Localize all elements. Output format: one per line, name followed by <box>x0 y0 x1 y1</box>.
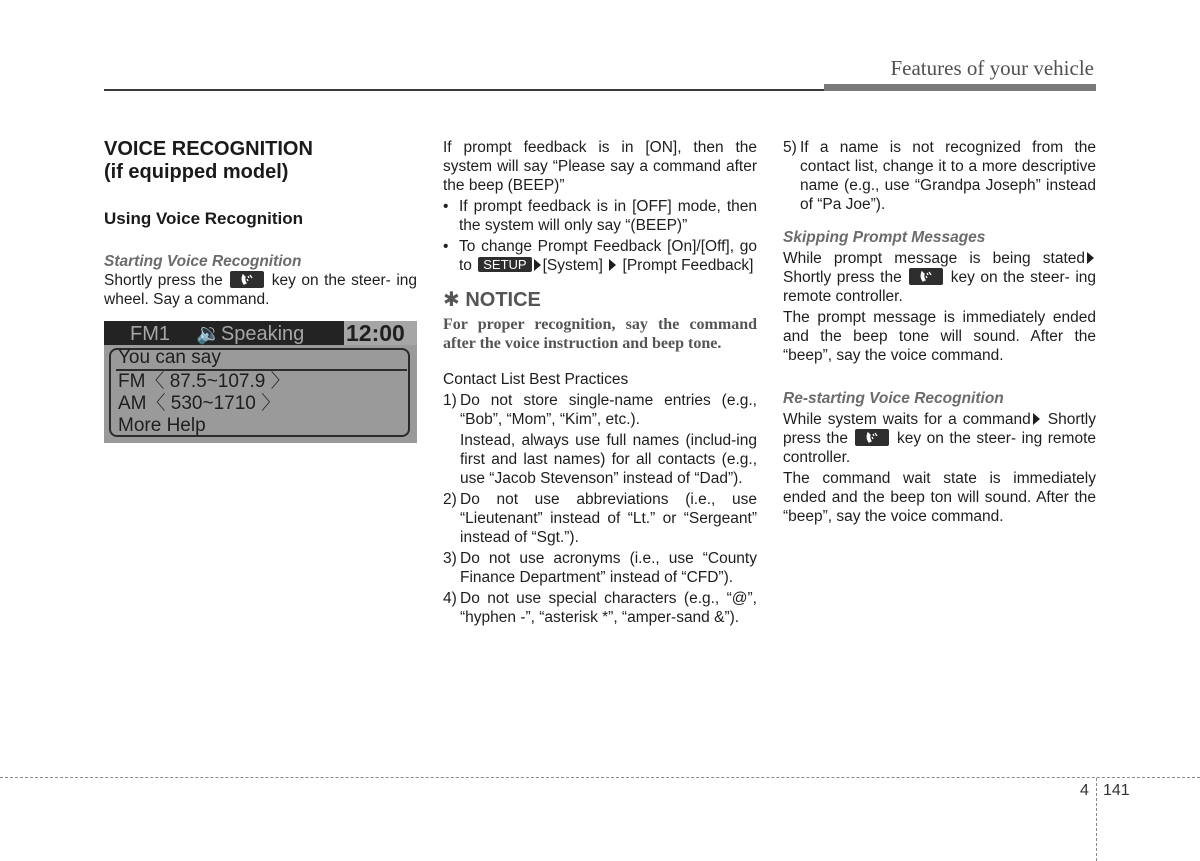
screen-line: FM〈 87.5~107.9 〉 <box>118 371 290 392</box>
list-item: 4) Do not use special characters (e.g., “@”, “hyphen -”, “asterisk *”, “amper-sand &”). <box>443 590 757 626</box>
skipping-title: Skipping Prompt Messages <box>783 229 986 246</box>
column-middle <box>443 138 757 627</box>
arrow-right-icon <box>1087 252 1094 264</box>
list-item: 3) Do not use acronyms (i.e., use “County Finance Department” instead of “CFD”). <box>443 550 757 586</box>
radio-display-screen <box>104 321 417 443</box>
voice-key-icon <box>230 271 264 288</box>
starting-title: Starting Voice Recognition <box>104 253 302 270</box>
screen-line: You can say <box>118 347 221 368</box>
footer-dashed-divider <box>1096 778 1097 861</box>
list-item: 2) Do not use abbreviations (i.e., use “Lieutenant” instead of “Lt.” or “Sergeant” instead of “Sgt.”). <box>443 491 757 546</box>
speaking-status: 🔉Speaking <box>196 323 305 345</box>
arrow-right-icon <box>609 259 616 271</box>
arrow-right-icon <box>534 259 541 271</box>
screen-line: AM〈 530~1710 〉 <box>118 393 281 414</box>
column-right <box>783 138 1096 526</box>
list-item: 1) Do not store single-name entries (e.g., “Bob”, “Mom”, “Kim”, etc.). <box>443 392 757 428</box>
page-header-title: Features of your vehicle <box>890 56 1094 80</box>
bullet-item: • To change Prompt Feedback [On]/[Off], go to SETUP [System] [Prompt Feedback] <box>443 238 757 274</box>
subheading: Using Voice Recognition <box>104 209 303 228</box>
column-left <box>104 138 417 443</box>
header-rule-accent <box>824 84 1096 91</box>
notice-title: ✱ NOTICE <box>443 289 541 311</box>
footer-dashed-rule <box>0 777 1200 778</box>
bullet-item: • If prompt feedback is in [OFF] mode, then the system will only say “(BEEP)” <box>443 198 757 234</box>
screen-line: More Help <box>118 415 206 436</box>
skipping-text: While prompt message is being stated Shortly press the key on the steer- ing remote controller. <box>783 250 1097 305</box>
setup-key-icon: SETUP <box>478 257 531 272</box>
notice-body: For proper recognition, say the command after the voice instruction and beep tone. <box>443 316 757 352</box>
page-number: 141 <box>1103 782 1130 799</box>
arrow-right-icon <box>1033 413 1040 425</box>
list-item-note: Instead, always use full names (includ-ing first and last names) for all contacts (e.g., use “Jacob Stevenson” instead of “Dad”). <box>460 432 757 487</box>
fm-label: FM1 <box>130 323 170 345</box>
list-item: 5) If a name is not recognized from the contact list, change it to a more descriptive name (e.g., use “Grandpa Joseph” instead of “Pa Joe”). <box>783 139 1096 213</box>
chapter-number: 4 <box>1080 782 1089 799</box>
header-rule <box>104 89 824 91</box>
intro-text: If prompt feedback is in [ON], then the system will say “Please say a command after the beep (BEEP)” <box>443 139 757 194</box>
voice-key-icon <box>909 268 943 285</box>
restarting-text: While system waits for a command Shortly press the key on the steer- ing remote controller. <box>783 411 1097 466</box>
starting-text: Shortly press the key on the steer- ing wheel. Say a command. <box>104 272 418 308</box>
section-heading: VOICE RECOGNITION (if equipped model) <box>104 138 313 183</box>
voice-key-icon <box>855 429 889 446</box>
restarting-title: Re-starting Voice Recognition <box>783 390 1004 407</box>
restarting-result: The command wait state is immediately ended and the beep ton will sound. After the “beep”, say the voice command. <box>783 470 1096 525</box>
clock: 12:00 <box>346 320 405 346</box>
skipping-result: The prompt message is immediately ended and the beep tone will sound. After the “beep”, say the voice command. <box>783 309 1096 364</box>
contact-list-title: Contact List Best Practices <box>443 371 629 388</box>
